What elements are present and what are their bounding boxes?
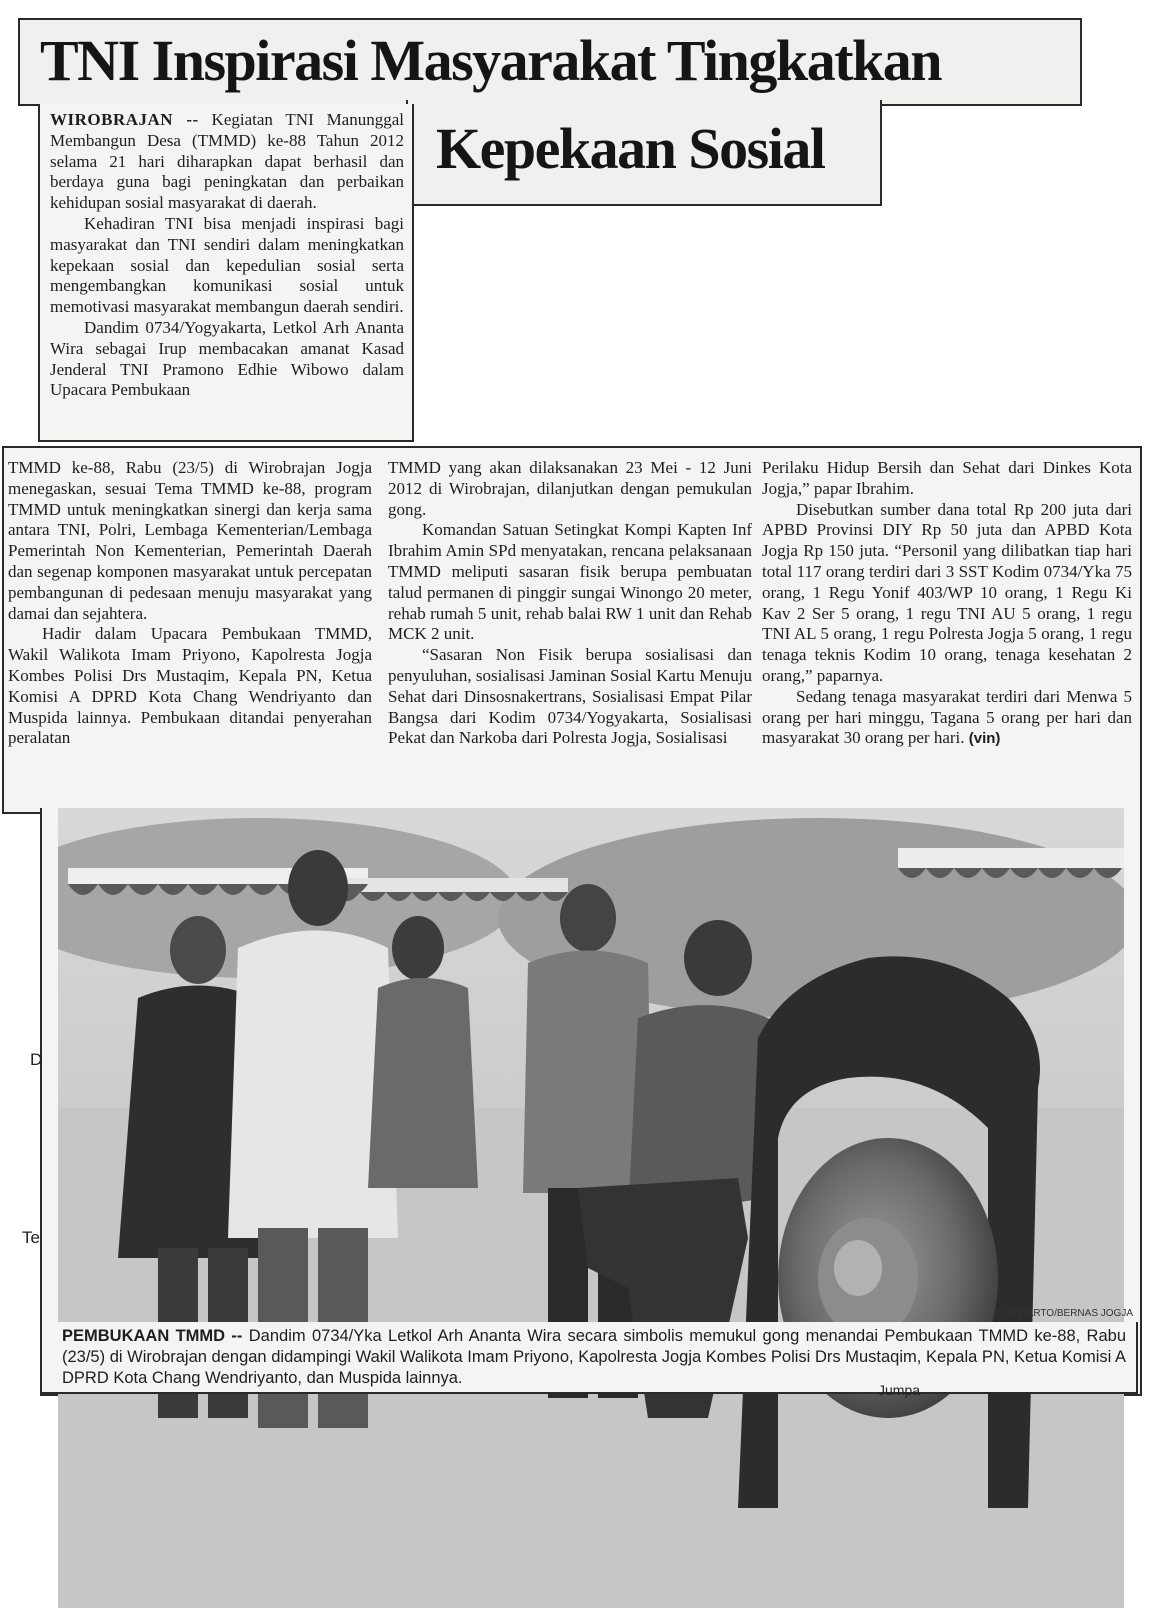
- article-body: [2, 446, 1142, 814]
- headline-box-bottom: [406, 100, 882, 206]
- body-column-2: [388, 458, 752, 749]
- caption-lead: PEMBUKAAN TMMD --: [62, 1327, 243, 1345]
- headline-line-1: TNI Inspirasi Masyarakat Tingkatkan: [40, 28, 942, 93]
- body-paragraph: Hadir dalam Upacara Pembukaan TMMD, Wakil Walikota Imam Priyono, Kapolresta Jogja Kombes Polisi Drs Mustaqim, Kepala PN, Ketua Komisi A DPRD Kota Chang Wendriyanto dan Muspida lainnya. Pembukaan ditandai penyerahan peralatan: [8, 624, 372, 748]
- body-paragraph-text: Sedang tenaga masyarakat terdiri dari Menwa 5 orang per hari minggu, Tagana 5 orang per hari dan masyarakat 30 orang per hari.: [762, 686, 1132, 748]
- intro-column: [38, 104, 414, 442]
- body-paragraph: TMMD yang akan dilaksanakan 23 Mei - 12 Juni 2012 di Wirobrajan, dilanjutkan dengan pemukulan gong.: [388, 458, 752, 519]
- body-paragraph: [762, 687, 1132, 750]
- intro-paragraph-1-text: Kegiatan TNI Manunggal Membangun Desa (TMMD) ke-88 Tahun 2012 selama 21 hari diharapkan dapat berhasil dan berdaya guna bagi peningkatan dan perbaikan kehidupan sosial masyarakat di daerah.: [50, 110, 404, 213]
- body-column-3: [762, 458, 1132, 750]
- intro-paragraph-1: [50, 110, 404, 214]
- body-paragraph: TMMD ke-88, Rabu (23/5) di Wirobrajan Jogja menegaskan, sesuai Tema TMMD ke-88, program TMMD untuk meningkatkan sinergi dan kerja sama antara TNI, Polri, Lembaga Kementerian/Lembaga Pemerintah Non Kementerian, Pemerintah Daerah dan segenap komponen masyarakat untuk percepatan pembangunan di pedesaan menuju masyarakat yang damai dan sejahtera.: [8, 458, 372, 623]
- headline-box-top: [18, 18, 1082, 106]
- body-paragraph: Disebutkan sumber dana total Rp 200 juta dari APBD Provinsi DIY Rp 50 juta dan APBD Kota Jogja Rp 150 juta. “Personil yang dilibatkan tiap hari total 117 orang terdiri dari 3 SST Kodim 0734/Yka 75 orang, 1 Regu Yonif 403/WP 10 orang, 1 Regu Ki Kav 2 Ser 5 orang, 1 regu TNI AU 5 orang, 1 regu TNI AL 5 orang, 1 regu Polresta Jogja 5 orang, 1 regu tenaga teknis Kodim 10 orang, tenaga kesehatan 2 orang,” paparnya.: [762, 499, 1132, 685]
- photo-credit-line: JUVINTARTO/BERNAS JOGJA: [992, 1308, 1133, 1319]
- scan-artifact-text: Te: [22, 1228, 40, 1247]
- caption-text: Dandim 0734/Yka Letkol Arh Ananta Wira secara simbolis memukul gong menandai Pembukaan TMMD ke-88, Rabu (23/5) di Wirobrajan dengan didampingi Wakil Walikota Imam Priyono, Kapolresta Jogja Kombes Polisi Drs Mustaqim, Kepala PN, Ketua Komisi A DPRD Kota Chang Wendriyanto, dan Muspida lainnya.: [62, 1327, 1126, 1387]
- headline-line-2: Kepekaan Sosial: [436, 116, 825, 181]
- intro-paragraph-2: Kehadiran TNI bisa menjadi inspirasi bagi masyarakat dan TNI sendiri dalam meningkatkan kepekaan sosial dan kepedulian sosial serta mengembangkan komunikasi sosial untuk memotivasi masyarakat membangun daerah sendiri.: [50, 213, 404, 317]
- photo-caption: [62, 1326, 1126, 1389]
- scan-artifact-text: Jumpa: [878, 1382, 921, 1398]
- byline: (vin): [968, 730, 1001, 748]
- scan-artifact-text: D: [30, 1050, 43, 1069]
- photo-caption-box: [40, 1322, 1138, 1394]
- body-paragraph: “Sasaran Non Fisik berupa sosialisasi dan penyuluhan, sosialisasi Jaminan Sosial Kartu Menuju Sehat dari Dinsosnakertrans, Sosialisasi Empat Pilar Bangsa dari Kodim 0734/Yogyakarta, Sosialisasi Pekat dan Narkoba dari Polresta Jogja, Sosialisasi: [388, 645, 752, 748]
- intro-paragraph-3: Dandim 0734/Yogyakarta, Letkol Arh Ananta Wira sebagai Irup membacakan amanat Kasad Jenderal TNI Pramono Edhie Wibowo dalam Upacara Pembukaan: [50, 317, 404, 400]
- news-photo-frame: [40, 808, 1142, 1396]
- dateline: WIROBRAJAN --: [50, 110, 199, 129]
- body-paragraph: Komandan Satuan Setingkat Kompi Kapten Inf Ibrahim Amin SPd menyatakan, rencana pelaksanaan TMMD meliputi sasaran fisik berupa pembuatan talud permanen di pinggir sungai Winongo 20 meter, rehab rumah 5 unit, rehab balai RW 1 unit dan Rehab MCK 2 unit.: [388, 520, 752, 644]
- news-photo: [58, 808, 1124, 1608]
- body-column-1: [8, 458, 372, 749]
- body-paragraph: Perilaku Hidup Bersih dan Sehat dari Dinkes Kota Jogja,” papar Ibrahim.: [762, 458, 1132, 498]
